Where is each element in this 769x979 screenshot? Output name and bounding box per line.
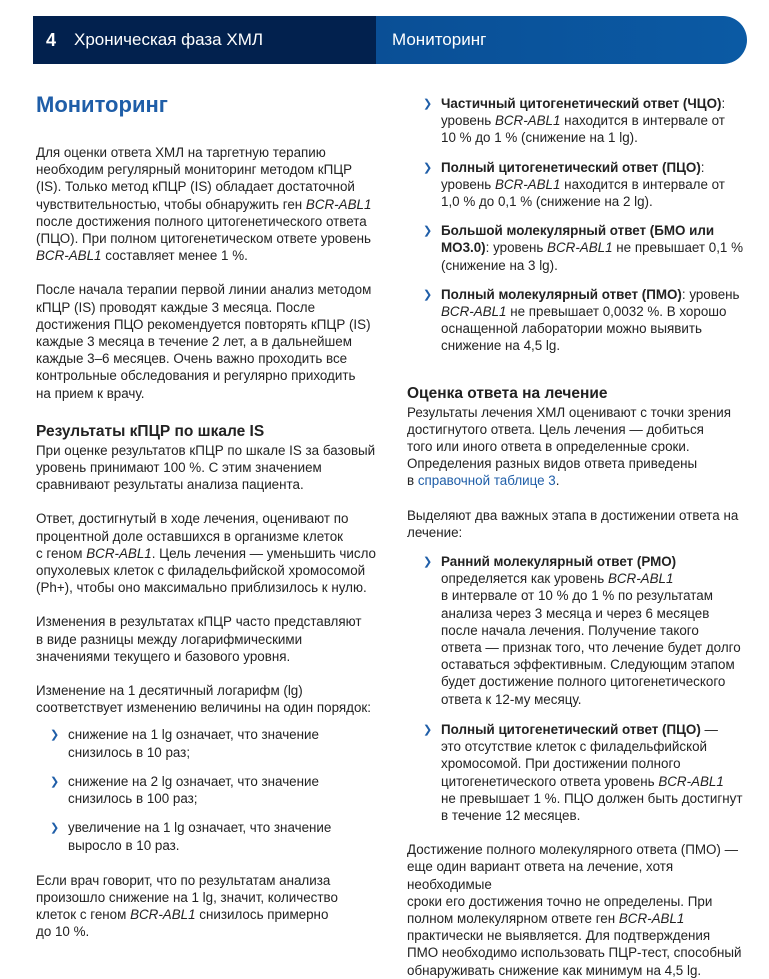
evaluation-paragraph: Результаты лечения ХМЛ оценивают с точки зрения достигнутого ответа. Цель лечения — добиться того или иного ответа в определенные сроки. Определения разных видов ответа приведены в справочной таблице 3. [407,404,731,489]
response-paragraph: Ответ, достигнутый в ходе лечения, оценивают по процентной доле оставшихся в организме клеток с геном BCR-ABL1. Цель лечения — уменьшить число опухолевых клеток с филадельфийской хромосомой (Ph+), чтобы оно максимально приблизилось к нулю. [36,511,376,596]
chevron-right-icon: ❯ [423,161,433,174]
chapter-title: Хроническая фаза ХМЛ [74,30,264,49]
list-item: ❯ Полный цитогенетический ответ (ПЦО): уровень BCR-ABL1 находится в интервале от 1,0 % до 0,1 % (снижение на 2 lg). [423,159,725,210]
response-bullets [407,95,752,355]
list-item: ❯ Полный молекулярный ответ (ПМО): уровень BCR-ABL1 не превышает 0,0032 %. В хорошо оснащенной лаборатории можно выявить снижение на 4,5 lg. [423,286,740,354]
chevron-right-icon: ❯ [423,288,433,301]
left-column [36,92,386,941]
is-results-heading: Результаты кПЦР по шкале IS [36,422,265,440]
evaluation-heading: Оценка ответа на лечение [407,384,608,402]
chevron-right-icon: ❯ [423,723,433,736]
chevron-right-icon: ❯ [423,98,433,110]
example-paragraph: Если врач говорит, что по результатам анализа произошло снижение на 1 lg, значит, количество клеток с геном BCR-ABL1 снизилось примерно до 10 %. [36,872,338,940]
log-bullets [36,726,386,853]
list-item: ❯ Частичный цитогенетический ответ (ЧЦО): уровень BCR-ABL1 находится в интервале от 10 % до 1 % (снижение на 1 lg). [423,96,726,146]
reference-table-link[interactable]: справочной таблице 3 [417,473,556,489]
baseline-paragraph: При оценке результатов кПЦР по шкале IS за базовый уровень принимают 100 %. С этим значением сравнивают результаты анализа пациента. [36,442,376,493]
section-title: Мониторинг [392,30,487,49]
chevron-right-icon: ❯ [423,556,433,569]
page-header [33,16,747,64]
stage-bullets [407,553,752,824]
intro-paragraph: Для оценки ответа ХМЛ на таргетную терапию необходим регулярный мониторинг методом кПЦР (IS). Только метод кПЦР (IS) обладает достаточной чувствительностью, чтобы обнаружить ген BCR-ABL1 после достижения полного цитогенетического ответа (ПЦО). При полном цитогенетическом ответе уровень BCR-ABL1 составляет менее 1 %. [36,145,372,264]
chevron-right-icon: ❯ [423,225,433,238]
chevron-right-icon: ❯ [50,729,60,742]
list-item: ❯ Ранний молекулярный ответ (РМО) определяется как уровень BCR-ABL1 в интервале от 10 % до 1 % по результатам анализа через 3 месяца и через 6 месяцев после начала лечения. Получение такого ответа — признак того, что лечение будет долго оставаться эффективным. Следующим этапом будет достижение полного цитогенетического ответа к 12-му месяцу. [423,554,741,707]
list-item: ❯ Большой молекулярный ответ (БМО или МО3.0): уровень BCR-ABL1 не превышает 0,1 % (снижение на 3 lg). [423,223,744,273]
section-bar [376,16,747,64]
schedule-paragraph: После начала терапии первой линии анализ методом кПЦР (IS) проводят каждые 3 месяца. После достижения ПЦО рекомендуется повторять кПЦР (IS) каждые 3 месяца в течение 2 лет, а в дальнейшем каждые 3–6 месяцев. Очень важно проходить все контрольные обследования и регулярно приходить на прием к врачу. [36,282,372,401]
right-column [407,95,752,979]
log-paragraph: Изменение на 1 десятичный логарифм (lg) соответствует изменению величины на один порядок: [36,683,371,716]
page-number: 4 [46,29,57,50]
list-item: ❯ снижение на 1 lg означает, что значение снизилось в 10 раз; [50,727,319,760]
log-diff-paragraph: Изменения в результатах кПЦР часто представляют в виде разницы между логарифмическими значениями текущего и базового уровня. [36,614,362,664]
chevron-right-icon: ❯ [50,822,60,835]
chevron-right-icon: ❯ [50,775,60,788]
stages-paragraph: Выделяют два важных этапа в достижении ответа на лечение: [407,507,739,540]
list-item: ❯ увеличение на 1 lg означает, что значение выросло в 10 раз. [50,820,332,853]
list-item: ❯ Полный цитогенетический ответ (ПЦО) — это отсутствие клеток с филадельфийской хромосомой. При достижении полного цитогенетического ответа уровень BCR-ABL1 не превышает 1 %. ПЦО должен быть достигнут в течение 12 месяцев. [423,721,743,823]
list-item: ❯ снижение на 2 lg означает, что значение снизилось в 100 раз; [50,773,319,807]
pmo-paragraph: Достижение полного молекулярного ответа (ПМО) — еще один вариант ответа на лечение, хотя необходимые сроки его достижения точно не определены. При полном молекулярном ответе ген BCR-ABL1 практически не выявляется. Для подтверждения ПМО необходимо использовать ПЦР-тест, способный обнаруживать снижение как минимум на 4,5 lg. [407,842,742,978]
monitoring-heading: Мониторинг [36,92,168,117]
chapter-bar [33,16,376,64]
